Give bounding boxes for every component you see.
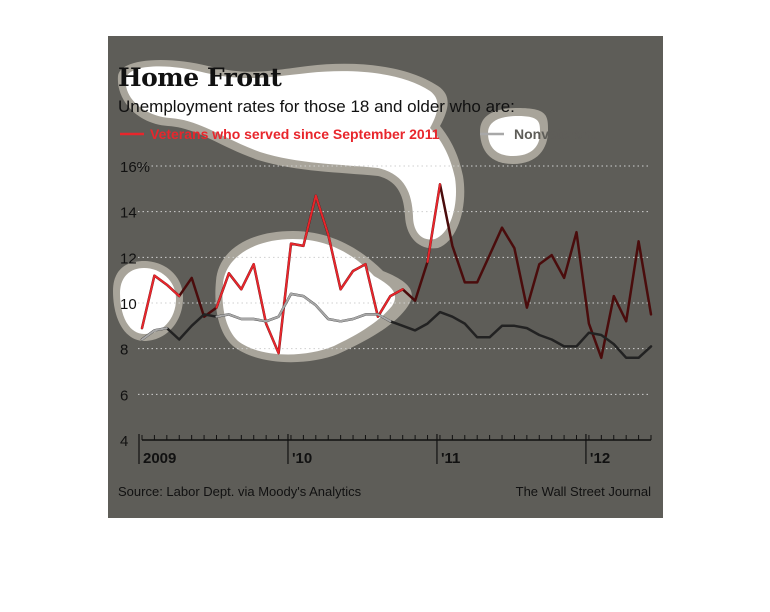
publisher-credit: The Wall Street Journal [515,484,651,499]
legend [120,126,599,142]
x-year-label: '12 [589,450,611,467]
y-tick-label: 16% [120,159,151,176]
legend-label-nonveterans: Nonveterans [514,126,599,142]
x-year-label: '11 [440,450,461,467]
y-tick-label: 14 [120,204,137,222]
y-tick-label: 12 [120,250,137,268]
legend-label-veterans: Veterans who served since September 2011 [150,126,440,142]
source-note: Source: Labor Dept. via Moody's Analytics [118,484,362,499]
x-year-label: '10 [291,450,313,467]
y-tick-label: 6 [120,387,129,405]
chart-subtitle: Unemployment rates for those 18 and older who are: [118,97,515,116]
y-tick-label: 4 [120,433,129,450]
y-tick-label: 8 [120,341,129,359]
chart-title: Home Front [118,63,282,92]
chart-panel [108,36,663,518]
y-tick-label: 10 [120,296,137,313]
series-segment-highlight [316,196,328,235]
x-year-label: 2009 [143,450,177,467]
chart [108,36,663,518]
